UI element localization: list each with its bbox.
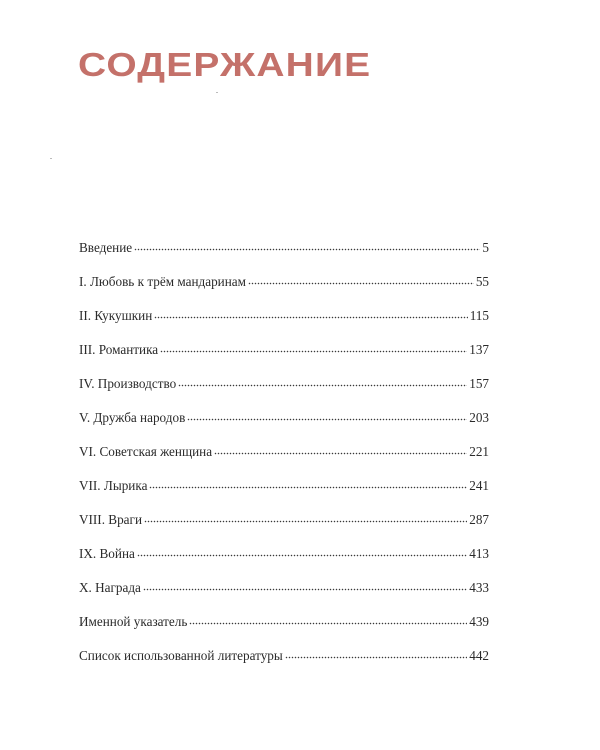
toc-entry[interactable] [79,512,489,546]
table-of-contents [79,240,489,682]
toc-entry[interactable] [79,410,489,444]
toc-page-number: 433 [469,580,489,595]
toc-leader-dots [189,622,467,625]
toc-leader-dots [285,656,467,659]
toc-page-number: 137 [469,342,489,357]
toc-entry[interactable] [79,648,489,682]
toc-entry[interactable] [79,444,489,478]
toc-leader-dots [160,350,467,353]
toc-page-number: 55 [475,274,489,289]
toc-entry-title: I. Любовь к трём мандаринам [79,274,246,289]
toc-entry[interactable] [79,478,489,512]
paper-speck [50,158,52,159]
toc-entry-title: Именной указатель [79,614,188,629]
toc-entry-title: V. Дружба народов [79,410,186,425]
toc-entry[interactable] [79,580,489,614]
toc-entry[interactable] [79,546,489,580]
page-title: СОДЕРЖАНИЕ [78,46,372,83]
toc-leader-dots [178,384,467,387]
toc-entry-title: VI. Советская женщина [79,444,213,459]
toc-leader-dots [154,316,467,319]
toc-page-number: 287 [469,512,489,527]
toc-page-number: 439 [469,614,489,629]
toc-leader-dots [149,486,467,489]
toc-leader-dots [144,520,467,523]
toc-entry-title: Список использованной литературы [79,648,283,663]
toc-leader-dots [143,588,467,591]
toc-entry[interactable] [79,240,489,274]
toc-entry[interactable] [79,274,489,308]
toc-leader-dots [134,248,480,251]
toc-entry-title: VII. Лырика [79,478,148,493]
toc-entry-title: II. Кукушкин [79,308,153,323]
toc-entry[interactable] [79,342,489,376]
toc-entry-title: III. Романтика [79,342,159,357]
toc-entry-title: IX. Война [79,546,135,561]
toc-entry[interactable] [79,308,489,342]
toc-page-number: 157 [469,376,489,391]
toc-page-number: 221 [469,444,489,459]
paper-speck [216,92,218,93]
toc-page-number: 442 [469,648,489,663]
toc-page-number: 413 [469,546,489,561]
toc-entry-title: Введение [79,240,133,255]
toc-page-number: 203 [469,410,489,425]
toc-page-number: 5 [482,240,489,255]
toc-page-number: 241 [469,478,489,493]
toc-page-number: 115 [469,308,489,323]
toc-leader-dots [214,452,467,455]
toc-entry-title: X. Награда [79,580,141,595]
toc-entry-title: VIII. Враги [79,512,143,527]
toc-leader-dots [187,418,467,421]
toc-entry-title: IV. Производство [79,376,177,391]
toc-leader-dots [137,554,467,557]
toc-entry[interactable] [79,614,489,648]
toc-leader-dots [248,282,474,285]
toc-entry[interactable] [79,376,489,410]
